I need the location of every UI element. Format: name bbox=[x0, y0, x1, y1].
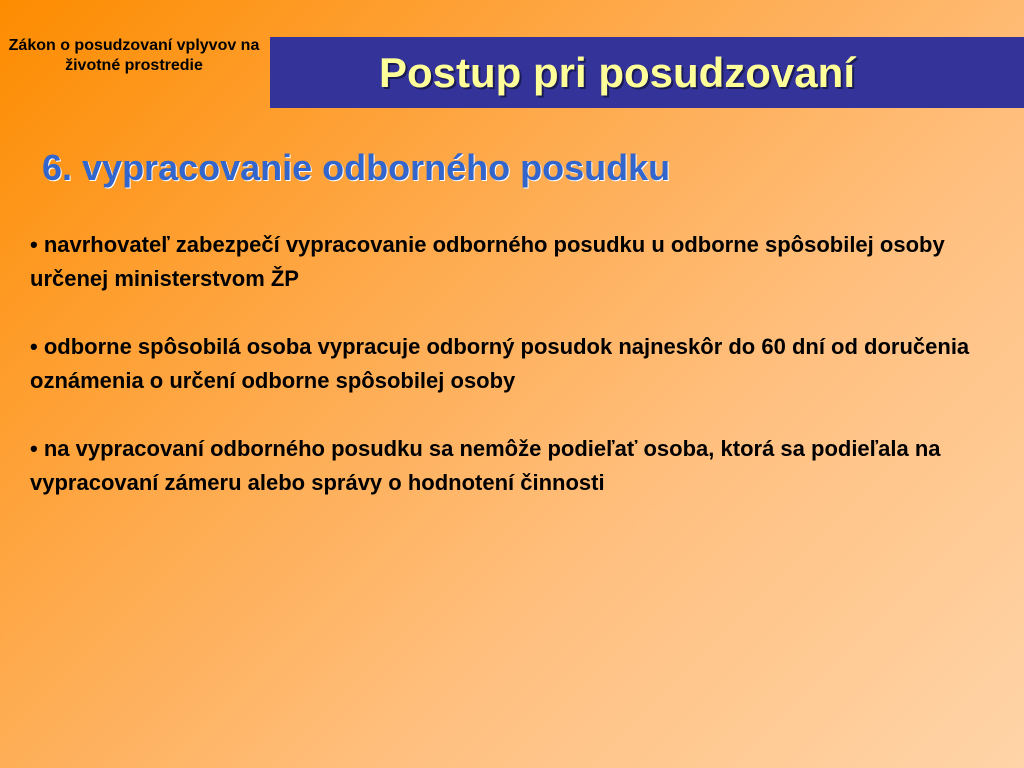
bullet-item: • navrhovateľ zabezpečí vypracovanie odborného posudku u odborne spôsobilej osoby určenej ministerstvom ŽP bbox=[30, 232, 945, 291]
bullet-item: • na vypracovaní odborného posudku sa nemôže podieľať osoba, ktorá sa podieľala na vypracovaní zámeru alebo správy o hodnotení činnosti bbox=[30, 436, 941, 495]
slide-title: Postup pri posudzovaní bbox=[378, 48, 855, 96]
title-bar bbox=[270, 37, 1024, 108]
section-heading: 6. vypracovanie odborného posudku bbox=[42, 147, 671, 188]
law-name-label: Zákon o posudzovaní vplyvov na životné prostredie bbox=[8, 37, 260, 74]
bullet-item: • odborne spôsobilá osoba vypracuje odborný posudok najneskôr do 60 dní od doručenia oznámenia o určení odborne spôsobilej osoby bbox=[30, 334, 970, 393]
bullet-list bbox=[30, 228, 970, 500]
